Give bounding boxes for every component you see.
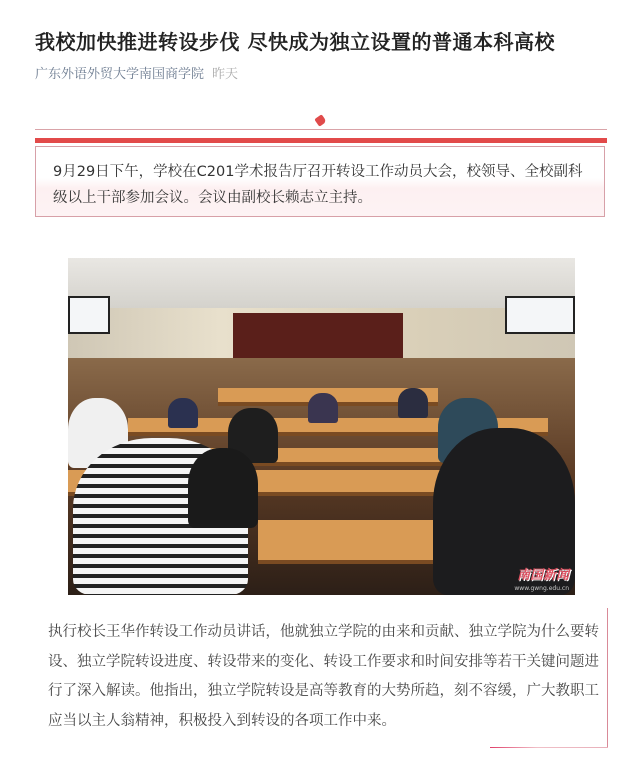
article-meta bbox=[35, 63, 238, 82]
frame-right-line bbox=[607, 608, 608, 748]
pen-icon bbox=[314, 114, 327, 127]
intro-box bbox=[35, 146, 605, 217]
intro-text: 9月29日下午，学校在C201学术报告厅召开转设工作动员大会，校领导、全校副科级以上干部参加会议。会议由副校长赖志立主持。 bbox=[53, 164, 583, 206]
photo-watermark-url: www.gwng.edu.cn bbox=[514, 585, 569, 592]
photo-watermark: 南国新闻 bbox=[516, 568, 569, 583]
article-title: 我校加快推进转设步伐 尽快成为独立设置的普通本科高校 bbox=[35, 30, 555, 54]
publish-date: 昨天 bbox=[212, 67, 239, 82]
meeting-photo bbox=[68, 258, 575, 595]
divider-red-bar bbox=[35, 138, 607, 143]
source-link[interactable]: 广东外语外贸大学南国商学院 bbox=[35, 67, 205, 82]
body-paragraph: 执行校长王华作转设工作动员讲话，他就独立学院的由来和贡献、独立学院为什么要转设、独立学院转设进度、转设带来的变化、转设工作要求和时间安排等若干关键问题进行了深入解读。他指出，独立学院转设是高等教育的大势所趋，刻不容缓，广大教职工应当以主人翁精神，积极投入到转设的各项工作中来。 bbox=[48, 624, 599, 729]
divider-thin bbox=[35, 129, 607, 130]
frame-bottom-line bbox=[490, 747, 608, 748]
